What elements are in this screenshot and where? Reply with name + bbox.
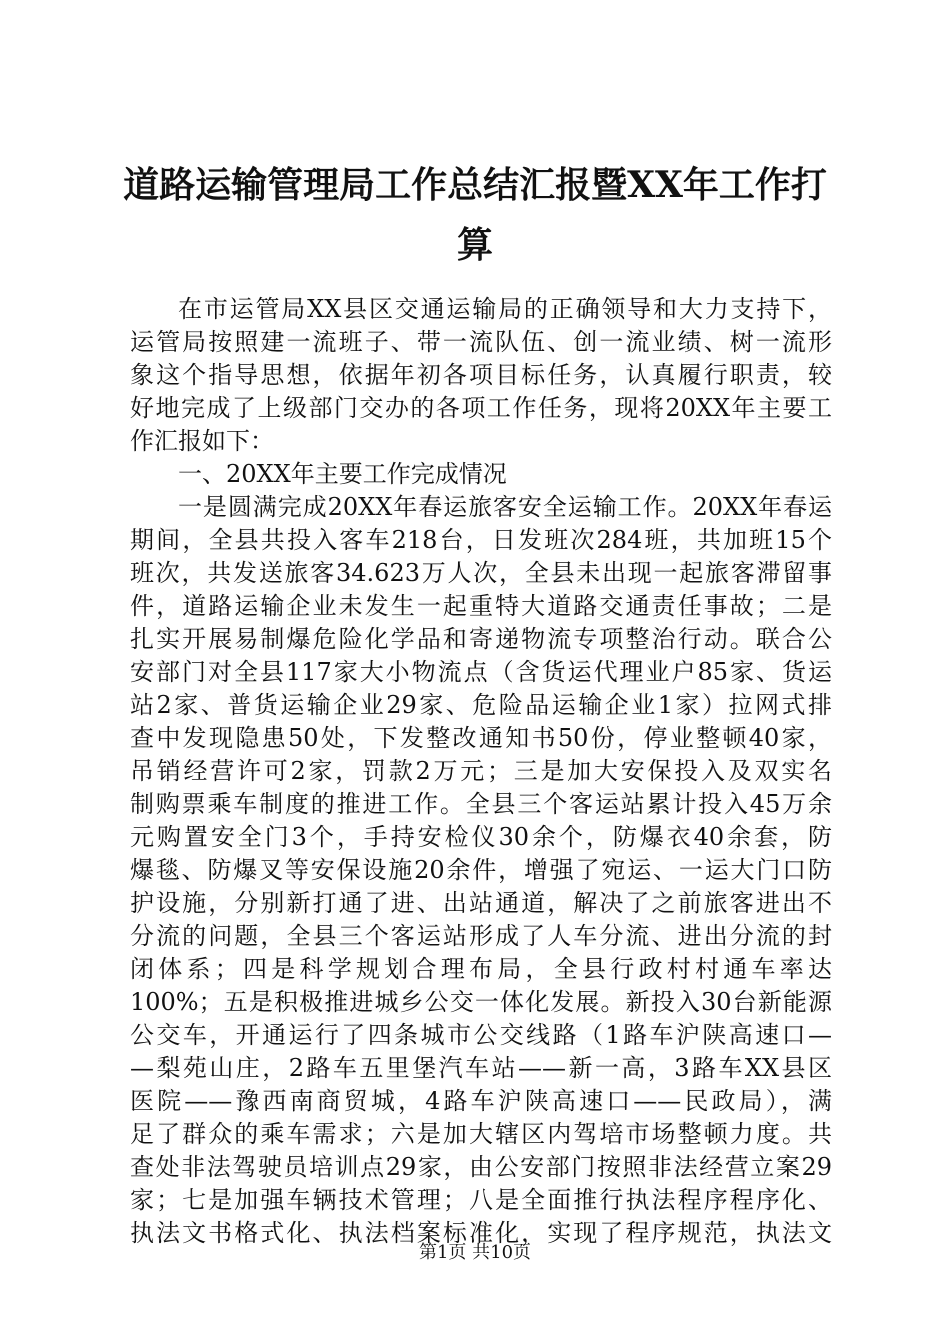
body-line: 元购置安全门3个，手持安检仪30余个，防爆衣40余套，防	[130, 823, 832, 851]
body-line: 100%；五是积极推进城乡公交一体化发展。新投入30台新能源	[130, 988, 832, 1016]
body-line: 执法文书格式化、执法档案标准化，实现了程序规范，执法文	[130, 1219, 832, 1247]
body-line: 爆毯、防爆叉等安保设施20余件，增强了宛运、一运大门口防	[130, 856, 832, 884]
body-line: 班次，共发送旅客34.623万人次，全县未出现一起旅客滞留事	[130, 559, 832, 587]
body-line: 查中发现隐患50处，下发整改通知书50份，停业整顿40家，	[130, 724, 832, 752]
body-line: —梨苑山庄，2路车五里堡汽车站——新一高，3路车XX县区	[130, 1054, 832, 1082]
body-line: 制购票乘车制度的推进工作。全县三个客运站累计投入45万余	[130, 790, 832, 818]
body-line: 好地完成了上级部门交办的各项工作任务，现将20XX年主要工	[130, 394, 832, 422]
body-line: 件，道路运输企业未发生一起重特大道路交通责任事故；二是	[130, 592, 832, 620]
body-line: 期间，全县共投入客车218台，日发班次284班，共加班15个	[130, 526, 832, 554]
document-title: 道路运输管理局工作总结汇报暨XX年工作打	[123, 164, 827, 206]
body-line: 足了群众的乘车需求；六是加大辖区内驾培市场整顿力度。共	[130, 1120, 832, 1148]
body-line: 站2家、普货运输企业29家、危险品运输企业1家）拉网式排	[130, 691, 832, 719]
body-line: 一是圆满完成20XX年春运旅客安全运输工作。20XX年春运	[178, 493, 832, 521]
document-title-continued: 算	[456, 224, 493, 266]
body-line: 公交车，开通运行了四条城市公交线路（1路车沪陕高速口—	[130, 1021, 832, 1049]
body-line: 安部门对全县117家大小物流点（含货运代理业户85家、货运	[130, 658, 832, 686]
body-line: 在市运管局XX县区交通运输局的正确领导和大力支持下，	[178, 295, 832, 323]
body-line: 查处非法驾驶员培训点29家，由公安部门按照非法经营立案29	[130, 1153, 832, 1181]
body-line: 医院——豫西南商贸城，4路车沪陕高速口——民政局），满	[130, 1087, 832, 1115]
body-line: 作汇报如下：	[130, 427, 274, 455]
body-line: 吊销经营许可2家，罚款2万元；三是加大安保投入及双实名	[130, 757, 832, 785]
body-line: 象这个指导思想，依据年初各项目标任务，认真履行职责，较	[130, 361, 832, 389]
body-line: 闭体系；四是科学规划合理布局，全县行政村村通车率达	[130, 955, 832, 983]
page-number-footer: 第1页 共10页	[418, 1242, 532, 1263]
body-line: 家；七是加强车辆技术管理；八是全面推行执法程序程序化、	[130, 1186, 832, 1214]
body-line: 分流的问题，全县三个客运站形成了人车分流、进出分流的封	[130, 922, 832, 950]
body-line: 扎实开展易制爆危险化学品和寄递物流专项整治行动。联合公	[130, 625, 832, 653]
body-line: 护设施，分别新打通了进、出站通道，解决了之前旅客进出不	[130, 889, 832, 917]
body-line: 运管局按照建一流班子、带一流队伍、创一流业绩、树一流形	[130, 328, 832, 356]
section-heading: 一、20XX年主要工作完成情况	[178, 460, 507, 488]
